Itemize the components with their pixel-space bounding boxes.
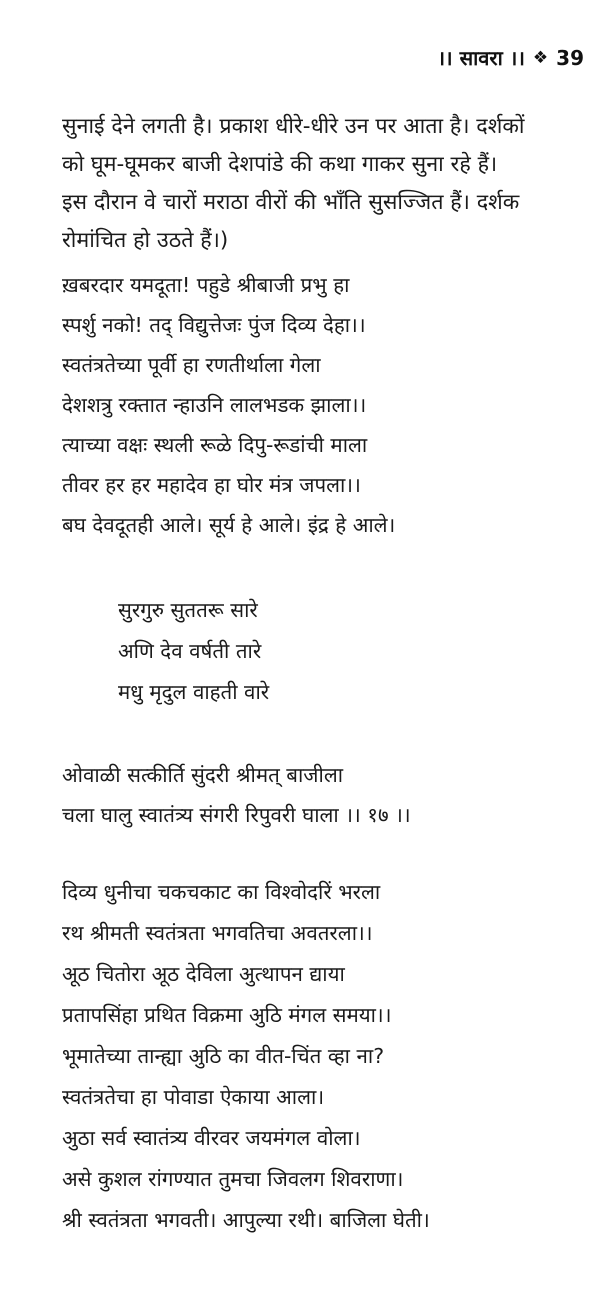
verse-line: त्याच्या वक्षः स्थली रूळे दिपु-रूडांची माला — [62, 433, 368, 457]
prose-line: सुनाई देने लगती है। प्रकाश धीरे-धीरे उन पर आता है। दर्शकों — [62, 114, 525, 139]
page-header — [437, 44, 584, 71]
prose-line: को घूम-घूमकर बाजी देशपांडे की कथा गाकर सुना रहे हैं। — [62, 152, 498, 177]
ornament-icon: ❖ — [532, 47, 549, 68]
verse-line: स्पर्शु नको! तद् विद्युत्तेजः पुंज दिव्य देहा।। — [62, 313, 366, 337]
verse-line: रथ श्रीमती स्वतंत्रता भगवतिचा अवतरला।। — [62, 921, 373, 945]
chorus-line: मधु मृदुल वाहती वारे — [118, 680, 270, 704]
verse-line: असे कुशल रांगण्यात तुमचा जिवलग शिवराणा। — [62, 1167, 404, 1191]
verse-line: प्रतापसिंहा प्रथित विक्रमा अुठि मंगल समया।। — [62, 1003, 392, 1027]
verse-line: स्वतंत्रतेचा हा पोवाडा ऐकाया आला। — [62, 1085, 325, 1109]
chorus-line: अणि देव वर्षती तारे — [118, 639, 262, 663]
verse-line: ख़बरदार यमदूता! पहुडे श्रीबाजी प्रभु हा — [62, 273, 350, 297]
verse-line: अूठ चितोरा अूठ देविला अुत्थापन द्याया — [62, 962, 345, 986]
verse-line: श्री स्वतंत्रता भगवती। आपुल्या रथी। बाजिला घेती। — [62, 1208, 430, 1232]
chorus-line: सुरगुरु सुततरू सारे — [118, 598, 258, 622]
verse-line: बघ देवदूतही आले। सूर्य हे आले। इंद्र हे आले। — [62, 513, 396, 537]
verse-line: स्वतंत्रतेच्या पूर्वी हा रणतीर्थाला गेला — [62, 353, 321, 377]
prose-line: इस दौरान वे चारों मराठा वीरों की भाँति सुसज्जित हैं। दर्शक — [62, 190, 520, 215]
verse-line: भूमातेच्या तान्ह्या अुठि का वीत-चिंत व्हा ना? — [62, 1044, 385, 1068]
verse-line: अुठा सर्व स्वातंत्र्य वीरवर जयमंगल वोला। — [62, 1126, 361, 1150]
verse-line: ओवाळी सत्कीर्ति सुंदरी श्रीमत् बाजीला — [62, 763, 344, 787]
verse-line: तीवर हर हर महादेव हा घोर मंत्र जपला।। — [62, 473, 361, 497]
prose-line: रोमांचित हो उठते हैं।) — [62, 228, 229, 253]
running-title: ।। सावरा ।। — [437, 46, 525, 70]
verse-line: चला घालु स्वातंत्र्य संगरी रिपुवरी घाला ।। १७ ।। — [62, 803, 411, 827]
verse-line: देशशत्रु रक्तात न्हाउनि लालभडक झाला।। — [62, 393, 367, 417]
verse-line: दिव्य धुनीचा चकचकाट का विश्वोदरिं भरला — [62, 880, 381, 904]
page-number: 39 — [556, 45, 584, 70]
